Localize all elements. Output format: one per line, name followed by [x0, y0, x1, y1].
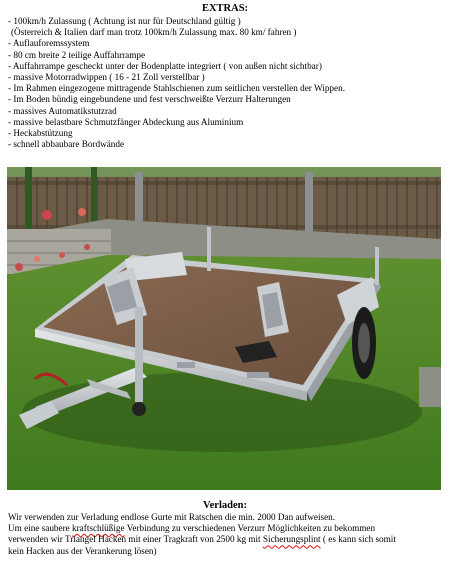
extras-list	[8, 16, 444, 150]
extras-item: - Heckabstützung	[8, 128, 73, 139]
text-run: ( es kann sich somit	[320, 534, 396, 545]
verladen-line: Wir verwenden zur Verladung endlose Gurte mit Ratschen die min. 2000 Dan aufweisen.	[8, 512, 336, 522]
extras-heading: EXTRAS:	[201, 3, 249, 14]
extras-item: - schnell abbaubare Bordwände	[8, 139, 125, 150]
spellcheck-word: Sicherungsplint	[262, 534, 321, 545]
extras-item: - Auffahrrampe gescheckt unter der Bodenplatte integriert ( von außen nicht sichtbar)	[8, 60, 322, 71]
verladen-text	[8, 512, 444, 557]
trailer-photo	[7, 167, 441, 490]
extras-item: - Im Rahmen eingezogene mittragende Stahlschienen zum seitlichen verstellen der Wippen.	[8, 83, 345, 94]
extras-item: - 80 cm breite 2 teilige Auffahrrampe	[8, 49, 146, 60]
extras-item: - Auflauforemssystem	[8, 38, 90, 49]
extras-item: - massive belastbare Schmutzfänger Abdeckung aus Aluminium	[8, 116, 244, 127]
verladen-line	[8, 523, 444, 534]
text-run: Um eine saubere	[8, 523, 73, 534]
text-run: verwenden wir Triangel Hacken mit einer Tragkraft von 2500 kg mit	[8, 534, 263, 545]
extras-item: - massive Motorradwippen ( 16 - 21 Zoll verstellbar )	[8, 72, 205, 83]
extras-item: - 100km/h Zulassung ( Achtung ist nur für Deutschland gültig )	[8, 16, 241, 26]
spellcheck-word: kraftschlüßige	[72, 523, 125, 534]
extras-item: (Österreich & Italien darf man trotz 100km/h Zulassung max. 80 km/ fahren )	[11, 27, 297, 38]
text-run: Verbindung zu verschiedenen Verzurr Möglichkeiten zu bekommen	[124, 523, 376, 534]
verladen-line	[8, 534, 444, 545]
verladen-heading: Verladen:	[203, 500, 247, 511]
extras-item: - Im Boden bündig eingebundene und fest verschweißte Verzurr Halterungen	[8, 94, 291, 105]
extras-item: - massives Automatikstutzrad	[8, 105, 117, 116]
verladen-line: kein Hacken aus der Verankerung lösen)	[8, 545, 157, 556]
